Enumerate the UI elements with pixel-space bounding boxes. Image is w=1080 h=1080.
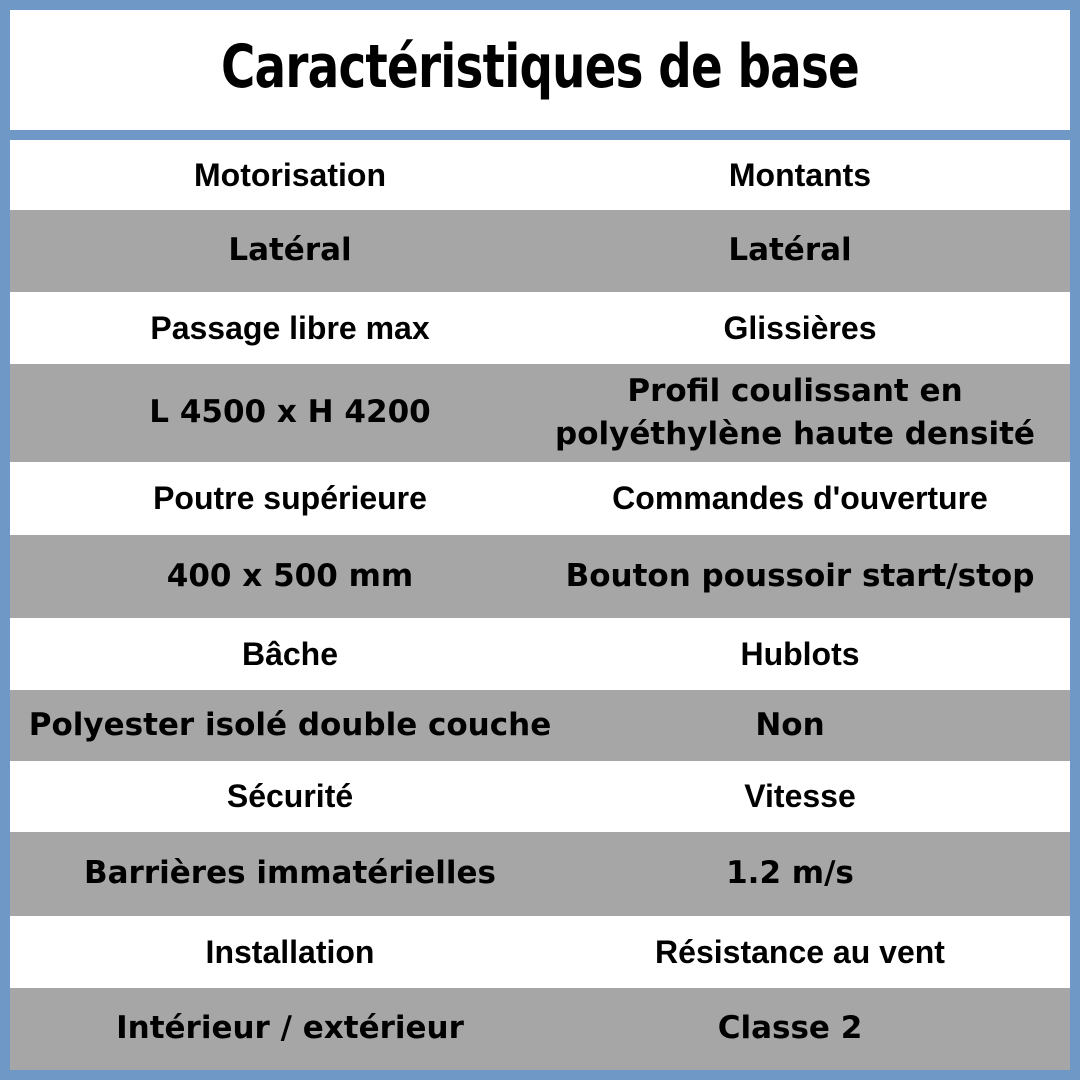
table-row <box>10 292 1070 364</box>
title-banner <box>10 10 1070 130</box>
table-row <box>10 916 1070 988</box>
spec-label: Poutre supérieure <box>153 480 427 517</box>
page-title: Caractéristiques de base <box>220 32 860 102</box>
spec-label: Vitesse <box>744 778 856 815</box>
spec-label: Installation <box>205 933 375 970</box>
spec-value: Intérieur / extérieur <box>116 1010 464 1047</box>
spec-value: Non <box>755 706 825 743</box>
table-row <box>10 690 1070 761</box>
spec-value: Bouton poussoir start/stop <box>565 557 1035 594</box>
specifications-table <box>10 140 1070 1070</box>
table-row <box>10 832 1070 916</box>
spec-label: Motorisation <box>194 156 386 193</box>
spec-value: 1.2 m/s <box>726 855 854 892</box>
spec-value: Profil coulissant en polyéthylène haute densité <box>555 372 1035 452</box>
spec-value: 400 x 500 mm <box>166 557 414 594</box>
spec-label: Passage libre max <box>150 309 430 346</box>
table-row <box>10 988 1070 1070</box>
table-row <box>10 618 1070 690</box>
spec-label: Bâche <box>241 635 339 672</box>
spec-value: Polyester isolé double couche <box>28 706 552 743</box>
spec-label: Hublots <box>740 635 860 672</box>
spec-value: Classe 2 <box>717 1010 863 1047</box>
spec-label: Glissières <box>723 309 877 346</box>
spec-label: Commandes d'ouverture <box>612 480 988 517</box>
spec-label: Résistance au vent <box>655 933 945 970</box>
spec-value: Latéral <box>728 232 852 269</box>
spec-value: Barrières immatérielles <box>84 855 496 892</box>
table-row <box>10 364 1070 462</box>
table-row <box>10 210 1070 292</box>
table-row <box>10 761 1070 832</box>
spec-label: Sécurité <box>226 778 354 815</box>
spec-label: Montants <box>728 156 872 193</box>
table-row <box>10 462 1070 535</box>
table-row <box>10 535 1070 618</box>
spec-value: Latéral <box>228 232 352 269</box>
table-row <box>10 140 1070 210</box>
spec-value: L 4500 x H 4200 <box>149 394 431 431</box>
